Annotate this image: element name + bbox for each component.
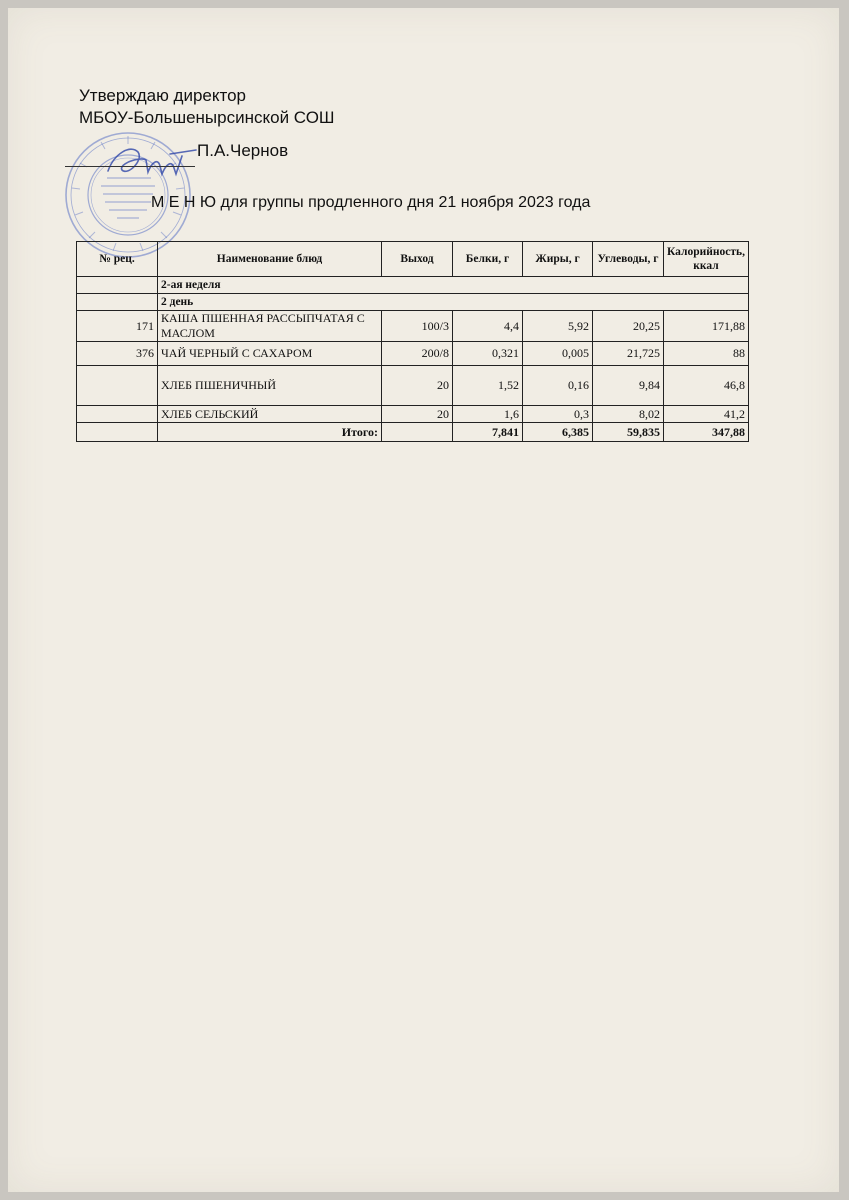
empty-cell xyxy=(382,423,453,442)
table-row xyxy=(77,366,749,406)
recipe-code xyxy=(77,406,158,423)
total-row xyxy=(77,423,749,442)
menu-title: М Е Н Ю для группы продленного дня 21 ноября 2023 года xyxy=(151,194,591,211)
dish-name: ЧАЙ ЧЕРНЫЙ С САХАРОМ xyxy=(158,342,382,366)
recipe-code: 171 xyxy=(77,311,158,342)
dish-carbs: 9,84 xyxy=(593,366,664,406)
director-name: П.А.Чернов xyxy=(197,141,289,160)
total-kcal: 347,88 xyxy=(664,423,749,442)
dish-carbs: 21,725 xyxy=(593,342,664,366)
dish-kcal: 171,88 xyxy=(664,311,749,342)
dish-carbs: 8,02 xyxy=(593,406,664,423)
table-row xyxy=(77,311,749,342)
dish-kcal: 88 xyxy=(664,342,749,366)
dish-yield: 100/3 xyxy=(382,311,453,342)
dish-yield: 200/8 xyxy=(382,342,453,366)
header-kcal: Калорийность, ккал xyxy=(664,242,749,277)
dish-protein: 1,52 xyxy=(453,366,523,406)
empty-cell xyxy=(77,423,158,442)
table-header-row xyxy=(77,242,749,277)
document-page xyxy=(8,8,839,1192)
total-carbs: 59,835 xyxy=(593,423,664,442)
total-fat: 6,385 xyxy=(523,423,593,442)
day-label: 2 день xyxy=(158,294,749,311)
header-protein: Белки, г xyxy=(453,242,523,277)
recipe-code xyxy=(77,366,158,406)
dish-protein: 4,4 xyxy=(453,311,523,342)
dish-fat: 0,005 xyxy=(523,342,593,366)
dish-name: ХЛЕБ СЕЛЬСКИЙ xyxy=(158,406,382,423)
total-protein: 7,841 xyxy=(453,423,523,442)
header-recipe-no: № рец. xyxy=(77,242,158,277)
total-label: Итого: xyxy=(158,423,382,442)
dish-yield: 20 xyxy=(382,406,453,423)
dish-kcal: 41,2 xyxy=(664,406,749,423)
dish-protein: 1,6 xyxy=(453,406,523,423)
dish-yield: 20 xyxy=(382,366,453,406)
dish-fat: 5,92 xyxy=(523,311,593,342)
table-row xyxy=(77,342,749,366)
dish-fat: 0,16 xyxy=(523,366,593,406)
week-label: 2-ая неделя xyxy=(158,277,749,294)
empty-cell xyxy=(77,294,158,311)
header-carbs: Углеводы, г xyxy=(593,242,664,277)
approval-line-2: МБОУ-Большенырсинской СОШ xyxy=(79,108,335,127)
dish-fat: 0,3 xyxy=(523,406,593,423)
table-row xyxy=(77,406,749,423)
dish-carbs: 20,25 xyxy=(593,311,664,342)
director-signature xyxy=(100,136,200,186)
recipe-code: 376 xyxy=(77,342,158,366)
dish-name: ХЛЕБ ПШЕНИЧНЫЙ xyxy=(158,366,382,406)
day-row xyxy=(77,294,749,311)
dish-kcal: 46,8 xyxy=(664,366,749,406)
dish-name: КАША ПШЕННАЯ РАССЫПЧАТАЯ С МАСЛОМ xyxy=(158,311,382,342)
header-yield: Выход xyxy=(382,242,453,277)
header-dish-name: Наименование блюд xyxy=(158,242,382,277)
approval-line-1: Утверждаю директор xyxy=(79,86,247,105)
week-row xyxy=(77,277,749,294)
signature-line xyxy=(65,166,195,167)
dish-protein: 0,321 xyxy=(453,342,523,366)
header-fat: Жиры, г xyxy=(523,242,593,277)
empty-cell xyxy=(77,277,158,294)
menu-table xyxy=(76,241,749,442)
